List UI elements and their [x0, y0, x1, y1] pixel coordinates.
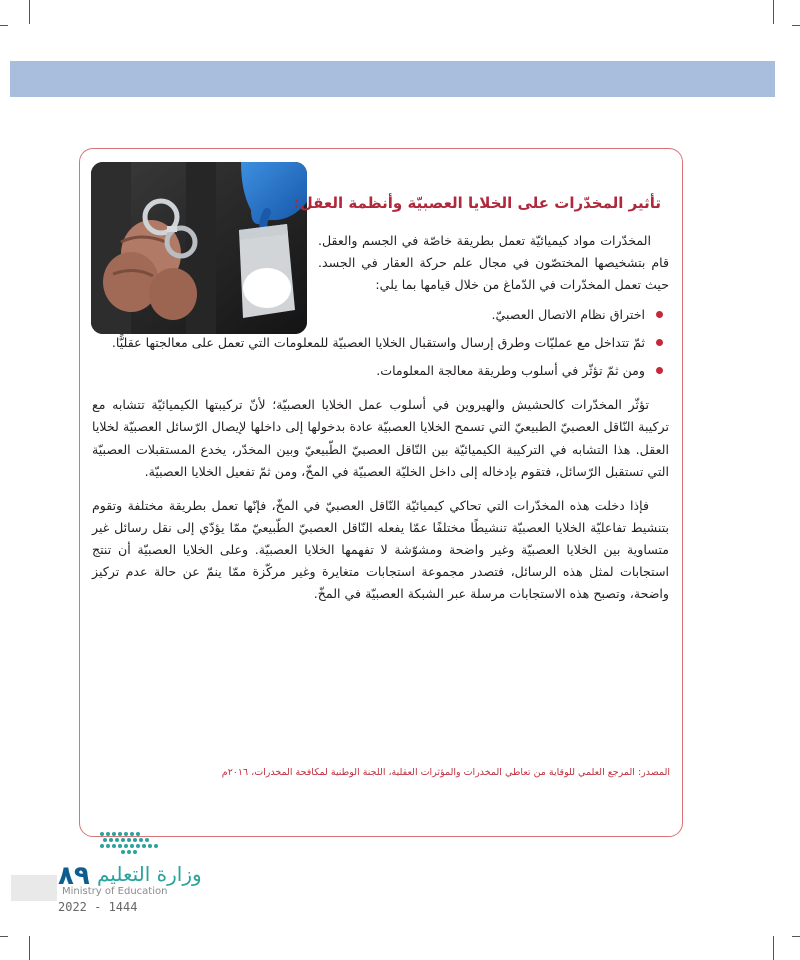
crop-mark [773, 936, 774, 960]
list-item [92, 332, 669, 354]
crop-mark [792, 936, 800, 937]
ministry-name-english: Ministry of Education [62, 886, 168, 897]
body-paragraph: تؤثّر المخدّرات كالحشيش والهيروين في أسلوب عمل الخلايا العصبيّة؛ لأنّ تركيبتها الكيميائيّة تتشابه مع تركيبة النّاقل العصبيّ الطبيعيّ التي تسمح الخلايا العصبيّة عادة بدخولها إلى داخلها لإيصال الرّسائل العصبيّة لخلايا العقل. هذا التشابه في التركيبة الكيميائيّة بين النّاقل العصبيّ الطّبيعيّ وبين المخدّر، يخدع المستقبلات العصبيّة التي تستقبل الرّسائل، فتقوم بإدخاله إلى داخل الخليّة العصبيّة في المخّ، ومن ثمّ تفعيل الخلايا العصبيّة. [92, 397, 669, 479]
section-title: تأثير المخدّرات على الخلايا العصبيّة وأنظمة العقل: [293, 194, 661, 212]
header-band [10, 61, 775, 97]
effects-list [92, 304, 669, 382]
page-tab [11, 875, 57, 901]
list-item-text: ومن ثمّ تؤثّر في أسلوب وطريقة معالجة المعلومات. [376, 363, 645, 379]
crop-mark [29, 0, 30, 24]
bullet-icon [656, 311, 663, 318]
bullet-icon [656, 367, 663, 374]
source-citation: المصدر: المرجع العلمي للوقاية من تعاطي المخدرات والمؤثرات العقلية، اللجنة الوطنية لمكافحة المخدرات، ٢٠١٦م [221, 767, 670, 778]
crop-mark [0, 936, 8, 937]
bullet-icon [656, 339, 663, 346]
edition-year: 2022 - 1444 [58, 900, 138, 914]
list-item [92, 304, 669, 326]
page-number: ٨٩ [58, 861, 90, 891]
intro-paragraph: المخدّرات مواد كيميائيّة تعمل بطريقة خاصّة في الجسم والعقل. قام بتشخيصها المختصّون في مجال علم حركة العقار في الجسد. حيث تعمل المخدّرات في الدّماغ من خلال قيامها بما يلي: [318, 233, 669, 293]
list-item [92, 360, 669, 382]
crop-mark [29, 936, 30, 960]
body-paragraph: فإذا دخلت هذه المخدّرات التي تحاكي كيميائيّة النّاقل العصبيّ في المخّ، فإنّها تعمل بطريقة مختلفة وتقوم بتنشيط تفاعليّة الخلايا العصبيّة تنشيطًا مختلفًا عمّا يفعله النّاقل العصبيّ الطّبيعيّ ممّا يؤدّي إلى نقل رسائل غير متساوية بين الخلايا العصبيّة وغير واضحة ومشوّشة لا تفهمها الخلايا العصبيّة. وعلى الخلايا العصبيّة أن تنتج استجابات لمثل هذه الرسائل، فتصدر مجموعة استجابات متغايرة وغير مركّزة ممّا ينمّ عن حالة عدم تركيز واضحة، وتصبح هذه الاستجابات مرسلة عبر الشبكة العصبيّة في المخّ. [92, 497, 669, 601]
ministry-name-arabic: وزارة التعليم [97, 862, 202, 886]
crop-mark [792, 25, 800, 26]
ministry-logo-icon [98, 830, 162, 858]
list-item-text: ثمّ تتداخل مع عمليّات وطرق إرسال واستقبال الخلايا العصبيّة للمعلومات التي تعمل على معالجتها عقليًّا. [111, 335, 645, 351]
crop-mark [0, 25, 8, 26]
article [92, 190, 669, 605]
crop-mark [773, 0, 774, 24]
list-item-text: اختراق نظام الاتصال العصبيّ. [491, 307, 645, 323]
